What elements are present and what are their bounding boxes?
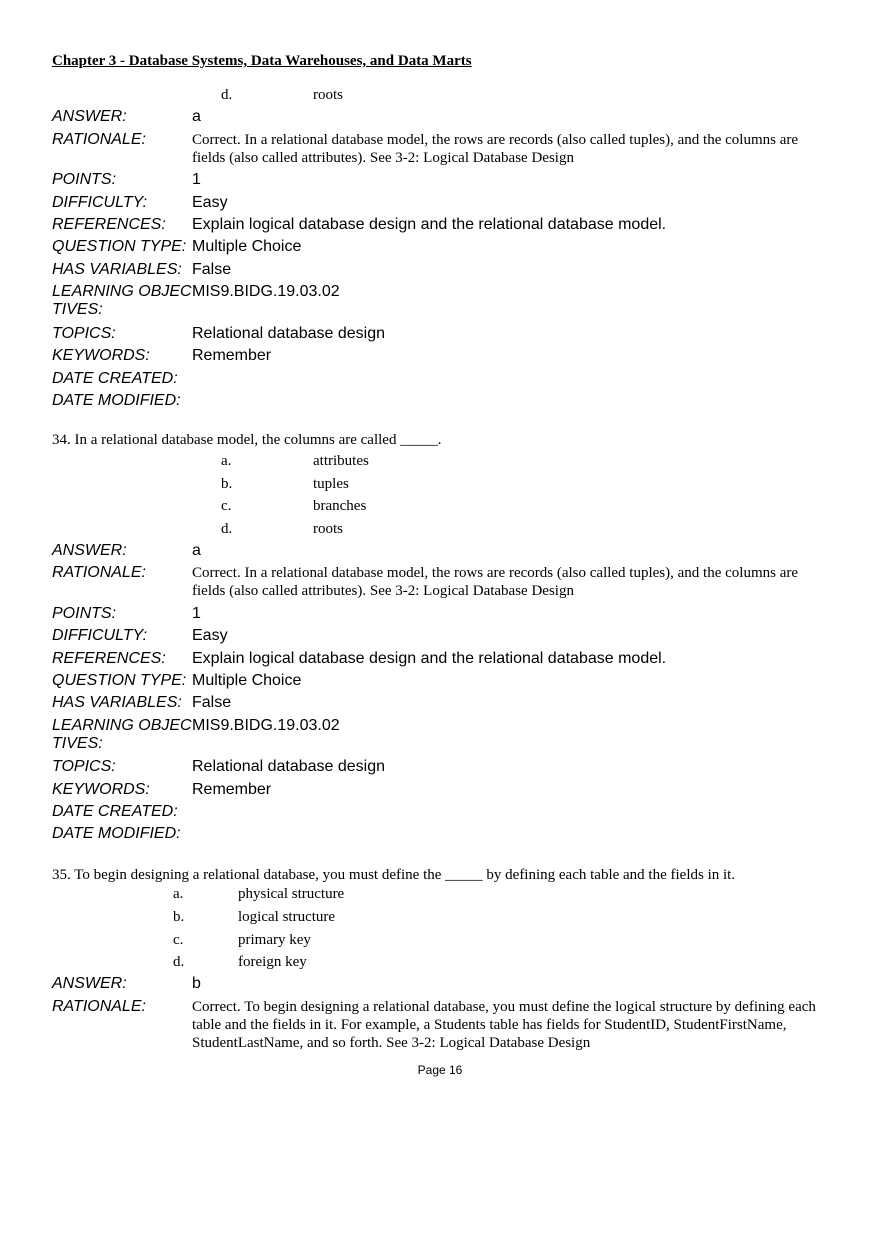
q33-references-label: REFERENCES: <box>52 216 166 233</box>
q33-difficulty-label: DIFFICULTY: <box>52 194 148 211</box>
q33-references-value: Explain logical database design and the relational database model. <box>192 216 667 233</box>
q34-option-a-letter: a. <box>221 453 232 469</box>
q33-question-type-label: QUESTION TYPE: <box>52 238 187 255</box>
q34-learning-objectives-label-cont: TIVES: <box>52 735 103 752</box>
q33-learning-objectives-label: LEARNING OBJEC <box>52 283 192 300</box>
q35-option-c-text: primary key <box>238 932 311 948</box>
q35-option-a-text: physical structure <box>238 886 345 902</box>
q34-learning-objectives-label: LEARNING OBJEC <box>52 717 192 734</box>
q33-has-variables-label: HAS VARIABLES: <box>52 261 182 278</box>
q33-points-label: POINTS: <box>52 171 117 188</box>
q35-option-b-text: logical structure <box>238 909 336 925</box>
q34-option-b-letter: b. <box>221 476 233 492</box>
chapter-header: Chapter 3 - Database Systems, Data Warehouses, and Data Marts <box>52 53 472 69</box>
q34-difficulty-value: Easy <box>192 627 228 644</box>
q35-rationale-text: Correct. To begin designing a relational database, you must define the logical structure by defining each table and the fields in it. For example, a Students table has fields for StudentID, StudentFirstName, StudentLastName, and so forth. See 3-2: Logical Database Design <box>192 999 816 1051</box>
q34-difficulty-label: DIFFICULTY: <box>52 627 148 644</box>
q34-option-a-text: attributes <box>313 453 369 469</box>
q34-rationale-label: RATIONALE: <box>52 564 146 581</box>
q33-date-created-label: DATE CREATED: <box>52 370 178 387</box>
q35-option-d-text: foreign key <box>238 954 307 970</box>
q34-keywords-value: Remember <box>192 781 272 798</box>
q35-question-text: 35. To begin designing a relational database, you must define the _____ by defining each table and the fields in it. <box>52 867 736 883</box>
q34-question-type-label: QUESTION TYPE: <box>52 672 187 689</box>
q33-has-variables-value: False <box>192 261 232 278</box>
q34-learning-objectives-value: MIS9.BIDG.19.03.02 <box>192 717 340 734</box>
q34-topics-value: Relational database design <box>192 758 386 775</box>
q34-has-variables-value: False <box>192 694 232 711</box>
q34-question-text: 34. In a relational database model, the columns are called _____. <box>52 432 442 448</box>
q33-difficulty-value: Easy <box>192 194 228 211</box>
q34-question-type-value: Multiple Choice <box>192 672 302 689</box>
q35-option-b-letter: b. <box>173 909 185 925</box>
q33-answer-label: ANSWER: <box>52 108 127 125</box>
q33-date-modified-label: DATE MODIFIED: <box>52 392 181 409</box>
q33-option-d-text: roots <box>313 87 343 103</box>
q33-topics-value: Relational database design <box>192 325 386 342</box>
q33-rationale-text: Correct. In a relational database model, the rows are records (also called tuples), and the columns are fields (also called attributes). See 3-2: Logical Database Design <box>192 132 799 166</box>
q34-option-c-text: branches <box>313 498 367 514</box>
q33-keywords-label: KEYWORDS: <box>52 347 150 364</box>
q34-option-d-text: roots <box>313 521 343 537</box>
q33-points-value: 1 <box>192 171 201 188</box>
q34-option-b-text: tuples <box>313 476 349 492</box>
page-number: Page 16 <box>417 1063 463 1077</box>
q34-points-value: 1 <box>192 605 201 622</box>
q34-answer-value: a <box>192 542 201 559</box>
q33-question-type-value: Multiple Choice <box>192 238 302 255</box>
q35-option-d-letter: d. <box>173 954 185 970</box>
q33-learning-objectives-value: MIS9.BIDG.19.03.02 <box>192 283 340 300</box>
q34-date-created-label: DATE CREATED: <box>52 803 178 820</box>
q34-rationale-text: Correct. In a relational database model, the rows are records (also called tuples), and the columns are fields (also called attributes). See 3-2: Logical Database Design <box>192 565 799 599</box>
q33-learning-objectives-label-cont: TIVES: <box>52 301 103 318</box>
q34-option-d-letter: d. <box>221 521 233 537</box>
q34-references-label: REFERENCES: <box>52 650 166 667</box>
q34-points-label: POINTS: <box>52 605 117 622</box>
q34-date-modified-label: DATE MODIFIED: <box>52 825 181 842</box>
q35-option-a-letter: a. <box>173 886 184 902</box>
q33-rationale-label: RATIONALE: <box>52 131 146 148</box>
q33-answer-value: a <box>192 108 201 125</box>
q33-topics-label: TOPICS: <box>52 325 116 342</box>
q34-answer-label: ANSWER: <box>52 542 127 559</box>
q35-answer-value: b <box>192 975 201 992</box>
q34-option-c-letter: c. <box>221 498 232 514</box>
q33-option-d-letter: d. <box>221 87 233 103</box>
q33-keywords-value: Remember <box>192 347 272 364</box>
q35-rationale-label: RATIONALE: <box>52 998 146 1015</box>
q34-topics-label: TOPICS: <box>52 758 116 775</box>
q34-references-value: Explain logical database design and the relational database model. <box>192 650 667 667</box>
q35-option-c-letter: c. <box>173 932 184 948</box>
q35-answer-label: ANSWER: <box>52 975 127 992</box>
q34-has-variables-label: HAS VARIABLES: <box>52 694 182 711</box>
q34-keywords-label: KEYWORDS: <box>52 781 150 798</box>
